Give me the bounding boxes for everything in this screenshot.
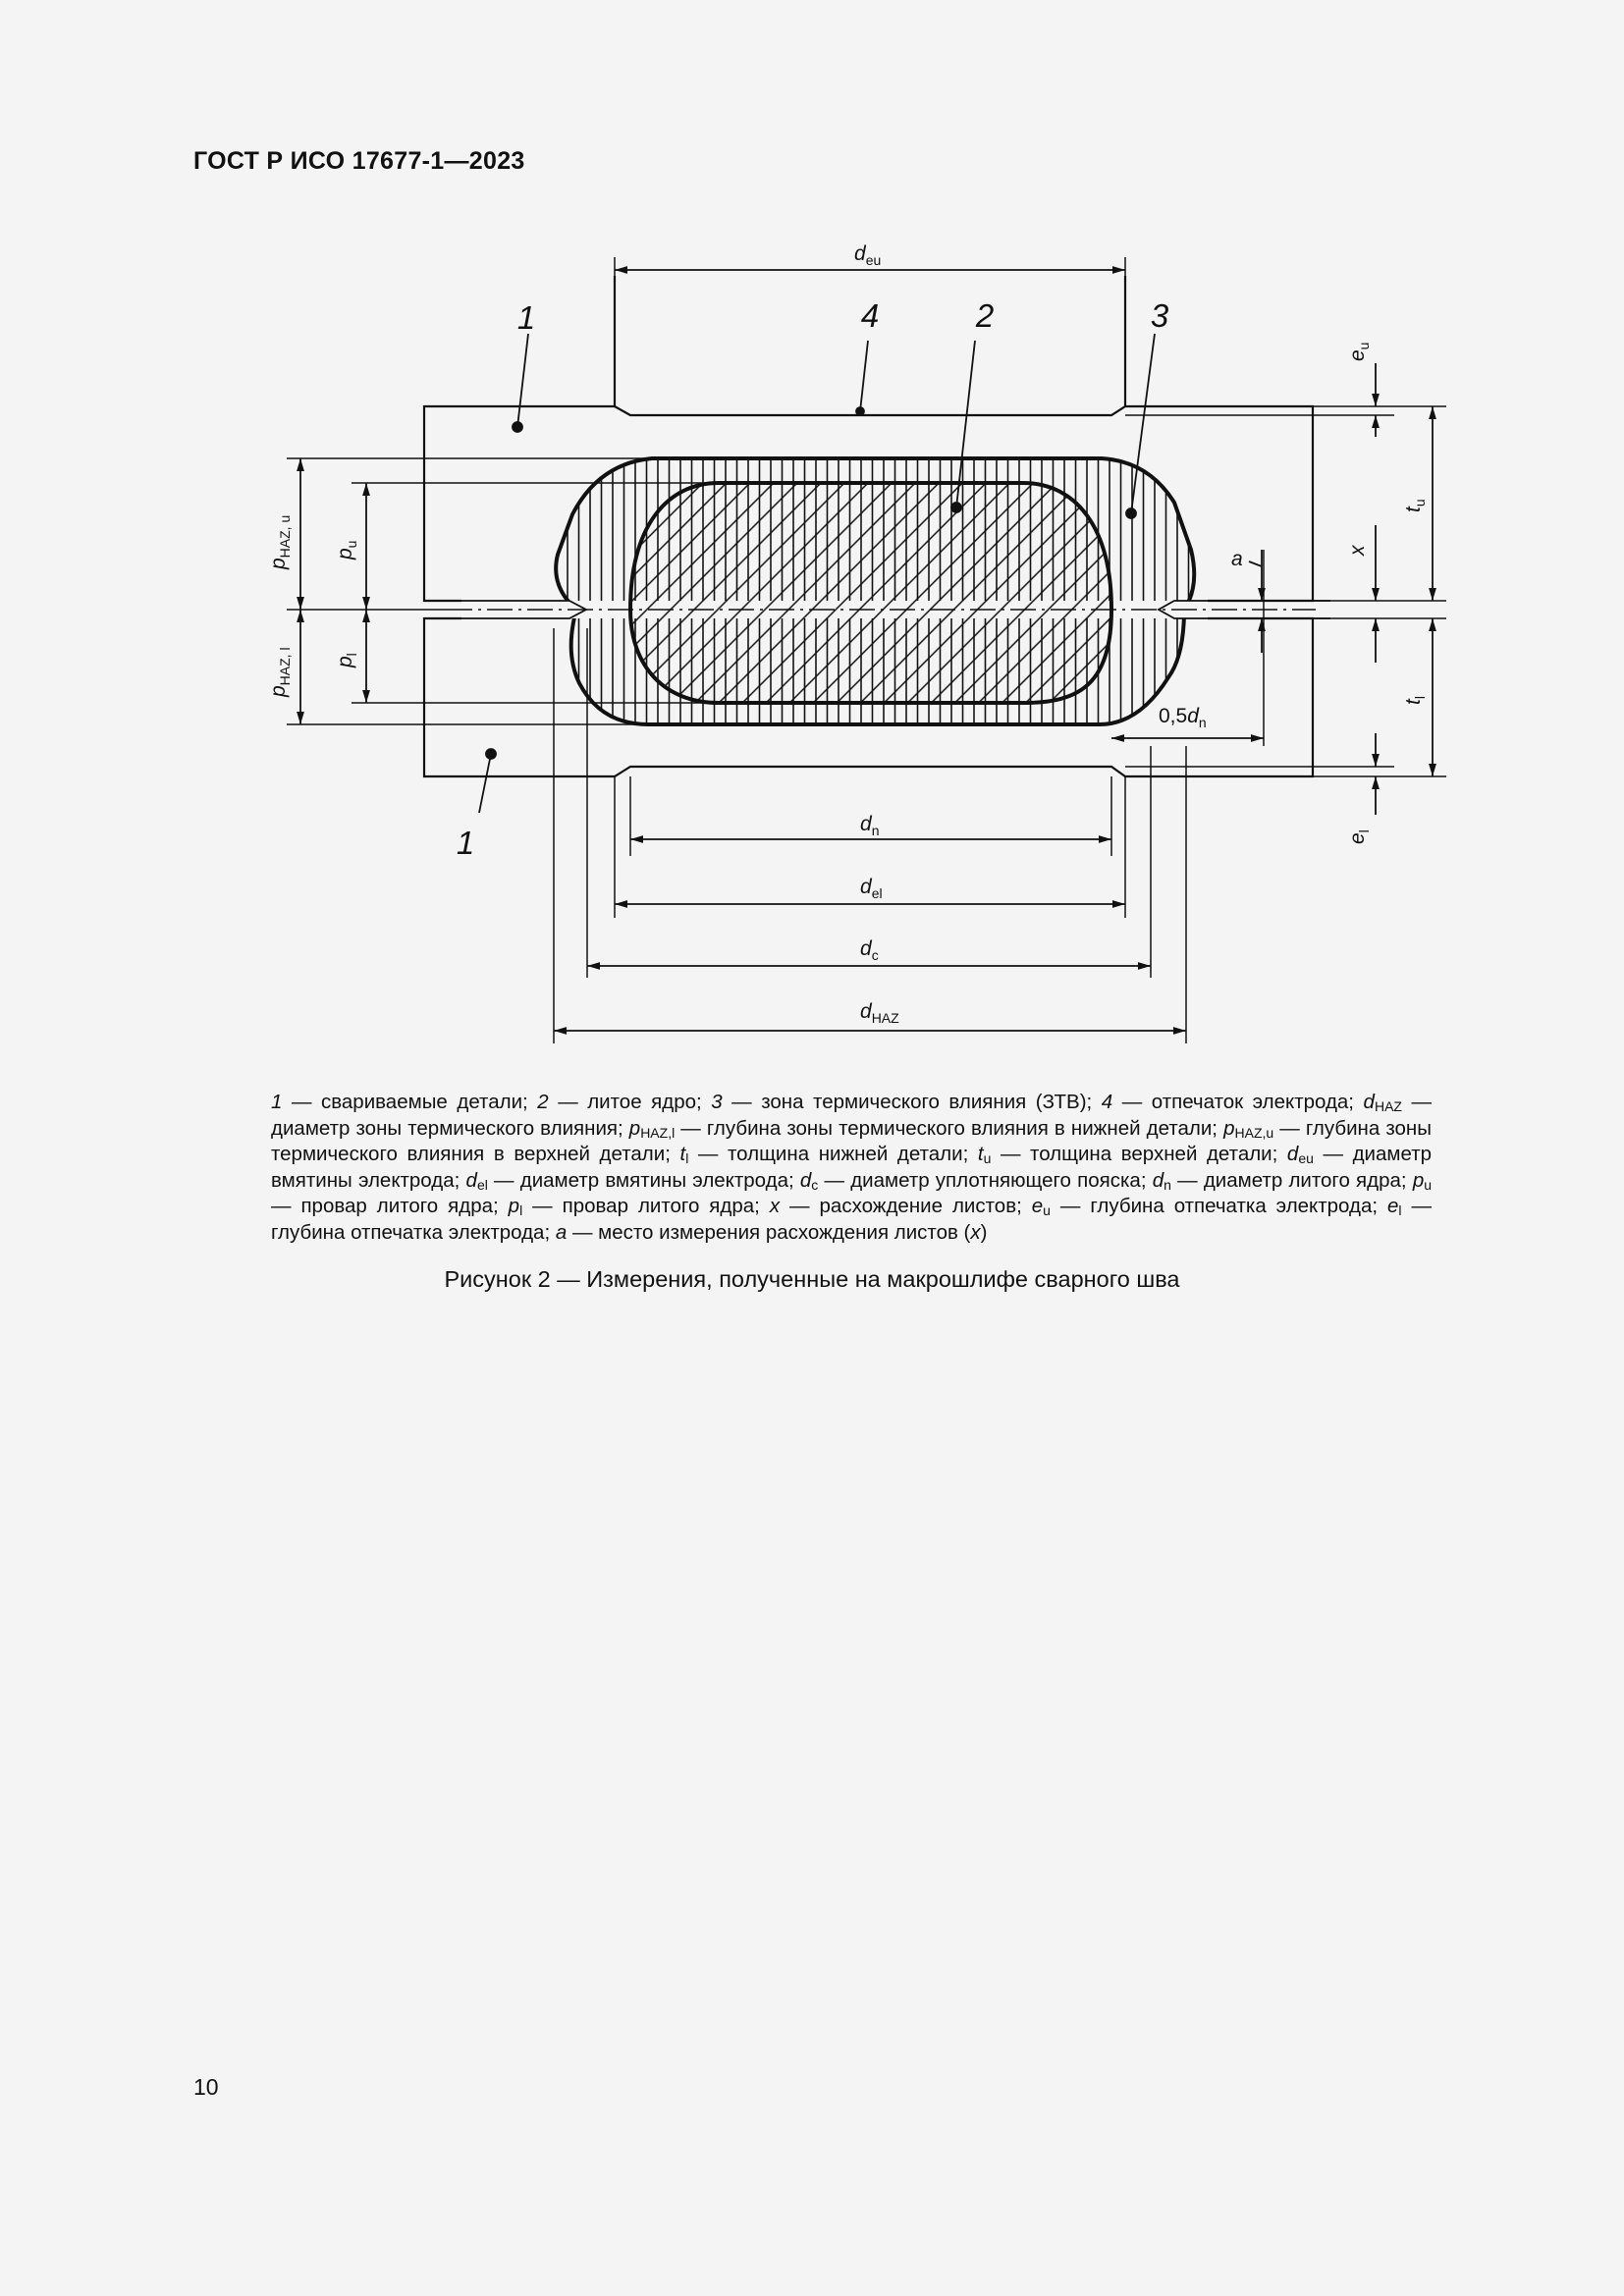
legend-key: d [1152, 1168, 1164, 1192]
label-p-haz-u: $p_{HAZ, u}$ [267, 514, 293, 569]
callout-1-lower: 1 [456, 825, 475, 861]
legend-text: — провар литого ядра; [271, 1195, 509, 1218]
legend-text: — диаметр уплотняющего пояска; [818, 1168, 1153, 1192]
legend-text: — место измерения расхождения листов ( [567, 1220, 971, 1244]
legend-key: d [465, 1168, 477, 1192]
legend-item [970, 1221, 987, 1244]
legend-key: e [1387, 1195, 1399, 1218]
label-d-el: $d_{el}$ [860, 876, 883, 901]
legend-item [271, 1091, 537, 1113]
legend-key-subscript: n [1164, 1176, 1171, 1193]
legend-key-subscript: el [476, 1176, 488, 1193]
legend-item [1102, 1091, 1364, 1113]
legend-key: t [679, 1143, 686, 1166]
label-e-u: $e_u$ [1346, 342, 1372, 361]
legend-item [770, 1195, 1032, 1217]
legend-item [537, 1091, 711, 1113]
legend-item [509, 1195, 770, 1217]
weld-nugget [630, 483, 1111, 703]
legend-key: p [508, 1195, 520, 1218]
figure-legend [271, 1090, 1432, 1247]
label-p-haz-l: $p_{HAZ, l}$ [267, 647, 293, 697]
legend-text: ) [980, 1220, 988, 1244]
callout-4: 4 [860, 297, 880, 334]
label-d-c: $d_c$ [860, 937, 879, 963]
legend-text: — диаметр литого ядра; [1170, 1168, 1413, 1192]
legend-key: x [769, 1195, 781, 1218]
legend-key: t [977, 1143, 984, 1166]
legend-text: — толщина нижней детали; [688, 1143, 978, 1166]
legend-key: 4 [1101, 1091, 1113, 1113]
legend-text: — литое ядро; [548, 1091, 712, 1113]
legend-key: x [970, 1220, 981, 1244]
legend-key: p [1412, 1168, 1425, 1192]
label-a: a [1231, 548, 1243, 570]
legend-text: — свариваемые детали; [282, 1091, 538, 1113]
legend-key-subscript: eu [1298, 1150, 1314, 1167]
legend-item [1153, 1169, 1413, 1192]
legend-key-subscript: u [1424, 1176, 1433, 1193]
label-t-l: $t_l$ [1402, 696, 1428, 705]
legend-key: 3 [711, 1091, 723, 1113]
legend-item [800, 1169, 1153, 1192]
legend-text: — глубина зоны термического влияния в нижней детали; [675, 1116, 1224, 1140]
legend-key: 2 [537, 1091, 549, 1113]
legend-text: — зона термического влияния (ЗТВ); [722, 1091, 1102, 1113]
legend-key: d [799, 1168, 812, 1192]
legend-item [629, 1117, 1223, 1140]
legend-text: — расхождение листов; [780, 1195, 1032, 1218]
legend-text: — провар литого ядра; [522, 1195, 770, 1218]
label-half-dn: $0,5d_n$ [1159, 705, 1207, 730]
legend-text: — диаметр вмятины электрода; [487, 1168, 800, 1192]
label-d-eu: $d_{eu}$ [854, 242, 882, 268]
legend-text: — диаметр зоны термического влияния; [271, 1091, 1432, 1140]
legend-key: p [628, 1116, 641, 1140]
legend-item [556, 1221, 971, 1244]
legend-key: a [555, 1220, 568, 1244]
legend-item [978, 1143, 1287, 1165]
label-t-u: $t_u$ [1402, 499, 1428, 512]
legend-key: d [1363, 1091, 1375, 1113]
document-header: ГОСТ Р ИСО 17677-1—2023 [193, 147, 525, 175]
label-d-haz: $d_{HAZ}$ [860, 1000, 899, 1026]
legend-key-subscript: u [983, 1150, 992, 1167]
legend-item [466, 1169, 800, 1192]
legend-key: p [1223, 1116, 1235, 1140]
legend-key-subscript: u [1043, 1202, 1051, 1219]
legend-text: — глубина зоны термического влияния в верхней детали; [271, 1116, 1432, 1166]
label-p-u: $p_u$ [334, 540, 359, 560]
legend-text: — глубина отпечатка электрода; [1050, 1195, 1388, 1218]
legend-text: — диаметр вмятины электрода; [271, 1143, 1432, 1192]
legend-item [1032, 1195, 1387, 1217]
legend-text: — глубина отпечатка электрода; [271, 1195, 1433, 1244]
callout-3: 3 [1150, 297, 1169, 334]
callout-2: 2 [975, 297, 995, 334]
legend-key: d [1286, 1143, 1299, 1166]
legend-key-subscript: HAZ [1374, 1098, 1402, 1114]
legend-key: 1 [271, 1091, 283, 1113]
page-number: 10 [193, 2074, 219, 2100]
legend-key: e [1031, 1195, 1044, 1218]
callout-1-upper: 1 [516, 299, 536, 336]
weld-macrosection-figure [0, 0, 1624, 1080]
label-x: x [1346, 545, 1369, 556]
legend-key-subscript: HAZ,u [1234, 1124, 1274, 1141]
figure-caption: Рисунок 2 — Измерения, полученные на макрошлифе сварного шва [444, 1266, 1180, 1292]
legend-item [680, 1143, 978, 1165]
legend-key-subscript: l [1398, 1202, 1402, 1219]
legend-key-subscript: HAZ,l [640, 1124, 676, 1141]
legend-key-subscript: l [685, 1150, 689, 1167]
legend-item [711, 1091, 1102, 1113]
legend-text: — отпечаток электрода; [1112, 1091, 1364, 1113]
label-e-l: $e_l$ [1346, 829, 1372, 844]
legend-key-subscript: c [811, 1176, 819, 1193]
legend-key-subscript: l [519, 1202, 523, 1219]
label-d-n: $d_n$ [860, 813, 880, 838]
label-p-l: $p_l$ [334, 653, 359, 667]
legend-text: — толщина верхней детали; [991, 1143, 1287, 1166]
